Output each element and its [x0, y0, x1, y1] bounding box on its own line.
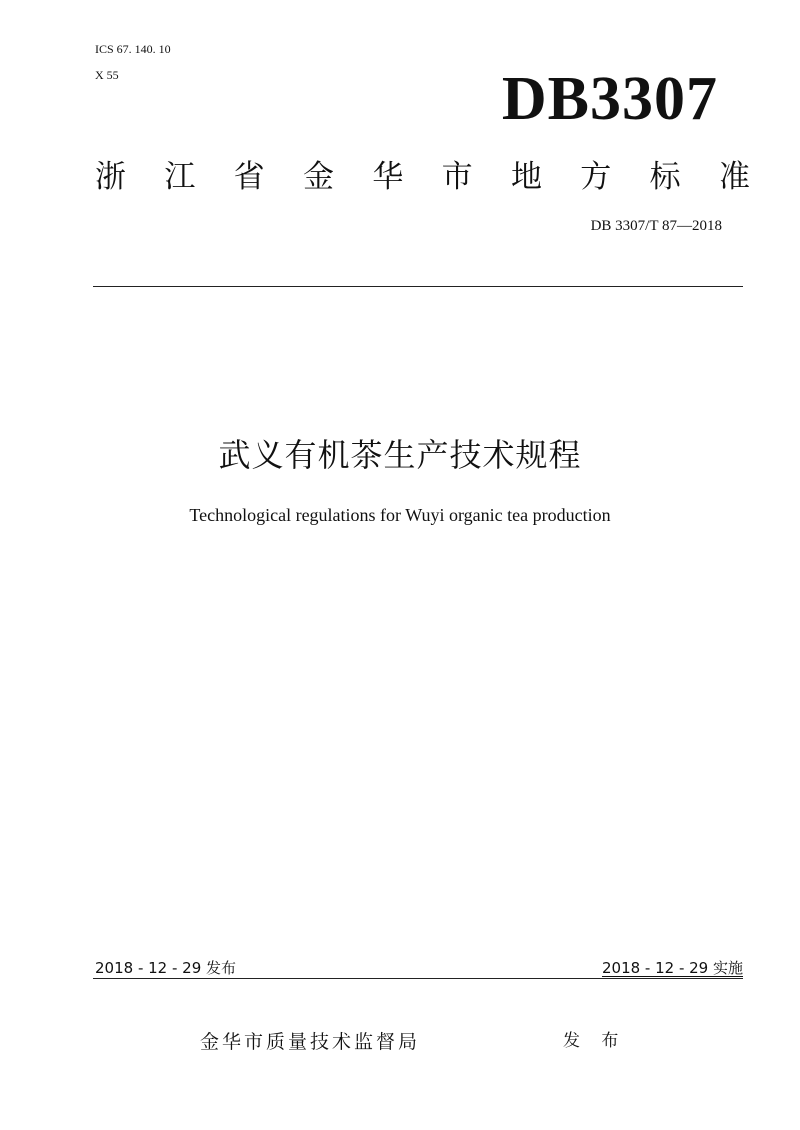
ics-code: ICS 67. 140. 10 [95, 42, 171, 56]
standard-name-char: 省 [233, 159, 265, 195]
standard-name-char: 金 [302, 159, 334, 195]
bottom-divider [93, 978, 743, 979]
standard-name-char: 浙 [95, 159, 126, 195]
publish-date: 2018 - 12 - 29 发布 [95, 959, 237, 977]
db-code: DB3307 [501, 65, 718, 133]
document-title-english: Technological regulations for Wuyi organic tea production [189, 505, 611, 525]
issuing-authority: 金华市质量技术监督局 [200, 1031, 421, 1053]
classification-code: X 55 [95, 68, 119, 82]
implement-date: 2018 - 12 - 29 实施 [601, 959, 743, 977]
standard-name-char: 地 [510, 159, 542, 195]
standard-name-char: 方 [580, 159, 612, 195]
top-divider [93, 286, 743, 287]
standard-name [95, 155, 750, 199]
standard-number: DB 3307/T 87—2018 [590, 218, 722, 234]
document-title-chinese: 武义有机茶生产技术规程 [218, 436, 582, 474]
standard-name-char: 华 [372, 159, 404, 195]
standard-name-char: 准 [718, 159, 750, 195]
issue-label: 发 布 [563, 1031, 627, 1051]
standard-name-char: 标 [649, 159, 681, 195]
standard-name-char: 江 [164, 159, 196, 195]
standard-name-char: 市 [441, 159, 473, 195]
